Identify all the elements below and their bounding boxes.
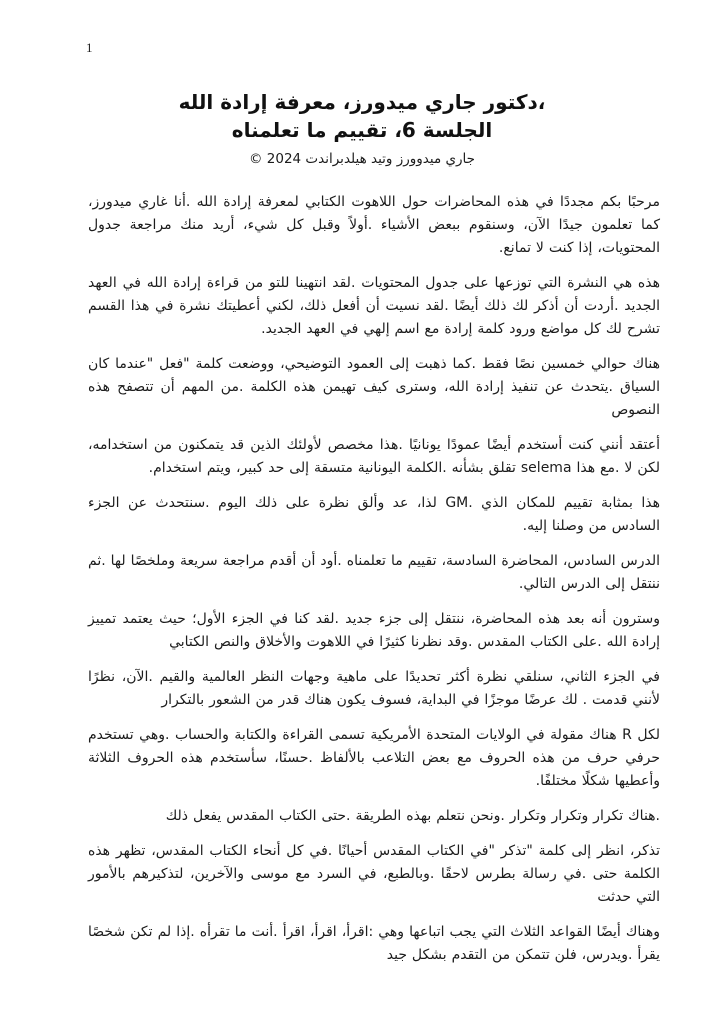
paragraph: هناك حوالي خمسين نصًا فقط .كما ذهبت إلى العمود التوضيحي، ووضعت كلمة "فعل "عندما كان السياق .يتحدث عن تنفيذ إرادة الله، وسترى كيف تهيمن هذه الكلمة .من المهم أن تتصفح هذه النصوص [88, 356, 660, 418]
title-line-1: ،دكتور جاري ميدورز، معرفة إرادة الله [178, 90, 546, 114]
document-header [0, 0, 724, 167]
copyright-byline: جاري ميدوورز وتيد هيلدبراندت 2024 © [248, 151, 476, 167]
paragraph: هذه هي النشرة التي توزعها على جدول المحتويات .لقد انتهينا للتو من قراءة إرادة الله في العهد الجديد .أردت أن أذكر لك ذلك أيضًا .لقد نسيت أن أفعل ذلك، لكني أعطيتك نشرة في هذا القسم تشرح لك كل مواضع ورود كلمة إرادة مع اسم إلهي في العهد الجديد. [88, 275, 660, 337]
paragraph: هذا بمثابة تقييم للمكان الذي .GM لذا، عد وألق نظرة على ذلك اليوم .سنتحدث عن الجزء السادس من وصلنا إليه. [88, 495, 661, 534]
paragraph: مرحبًا بكم مجددًا في هذه المحاضرات حول اللاهوت الكتابي لمعرفة إرادة الله .أنا غاري ميدورز، كما تعلمون جيدًا الآن، وسنقوم ببعض الأشياء .أولاً وقبل كل شيء، أريد منك مراجعة جدول المحتويات، إذا كنت لا تمانع. [88, 194, 660, 256]
document-title [0, 88, 724, 144]
paragraph: .هناك تكرار وتكرار وتكرار .ونحن نتعلم بهذه الطريقة .حتى الكتاب المقدس يفعل ذلك [165, 808, 660, 824]
page-number: 1 [86, 40, 93, 55]
paragraph: تذكر، انظر إلى كلمة "تذكر "في الكتاب المقدس أحيانًا .في كل أنحاء الكتاب المقدس، تظهر هذه الكلمة حتى .في رسالة بطرس لاحقًا .وبالطبع، في السرد مع موسى والآخرين، لتذكيرهم بالأمور التي حدثت [88, 843, 660, 905]
paragraph: وسترون أنه بعد هذه المحاضرة، ننتقل إلى جزء جديد .لقد كنا في الجزء الأول؛ حيث يعتمد تمييز إرادة الله .على الكتاب المقدس .وقد نظرنا كثيرًا في اللاهوت والأخلاق والنص الكتابي [88, 611, 660, 650]
paragraph: لكل R هناك مقولة في الولايات المتحدة الأمريكية تسمى القراءة والكتابة والحساب .وهي تستخدم حرفي حرف من هذه الحروف مع بعض التلاعب بالألفاظ .حسنًا، سأستخدم هذه الحروف الثلاثة وأعطيها شكلًا مختلفًا. [88, 727, 660, 789]
paragraph: وهناك أيضًا القواعد الثلاث التي يجب اتباعها وهي :اقرأ، اقرأ، اقرأ .أنت ما تقرأه .إذا لم تكن شخصًا يقرأ .ويدرس، فلن تتمكن من التقدم بشكل جيد [88, 924, 660, 963]
document-body [0, 167, 724, 967]
paragraph: في الجزء الثاني، سنلقي نظرة أكثر تحديدًا على ماهية وجهات النظر العالمية والقيم .الآن، نظرًا لأنني قدمت . لك عرضًا موجزًا في البداية، فسوف يكون هناك قدر من الشعور بالتكرار [88, 669, 660, 708]
paragraph: أعتقد أنني كنت أستخدم أيضًا عمودًا يونانيًا .هذا مخصص لأولئك الذين قد يتمكنون من استخدامه، لكن لا .مع هذا selema تقلق بشأنه .الكلمة اليونانية متسقة إلى حد كبير، ويتم استخدام. [88, 437, 660, 476]
paragraph: الدرس السادس، المحاضرة السادسة، تقييم ما تعلمناه .أود أن أقدم مراجعة سريعة وملخصًا لها .ثم ننتقل إلى الدرس التالي. [88, 553, 660, 592]
title-line-2: الجلسة 6، تقييم ما تعلمناه [231, 118, 493, 142]
